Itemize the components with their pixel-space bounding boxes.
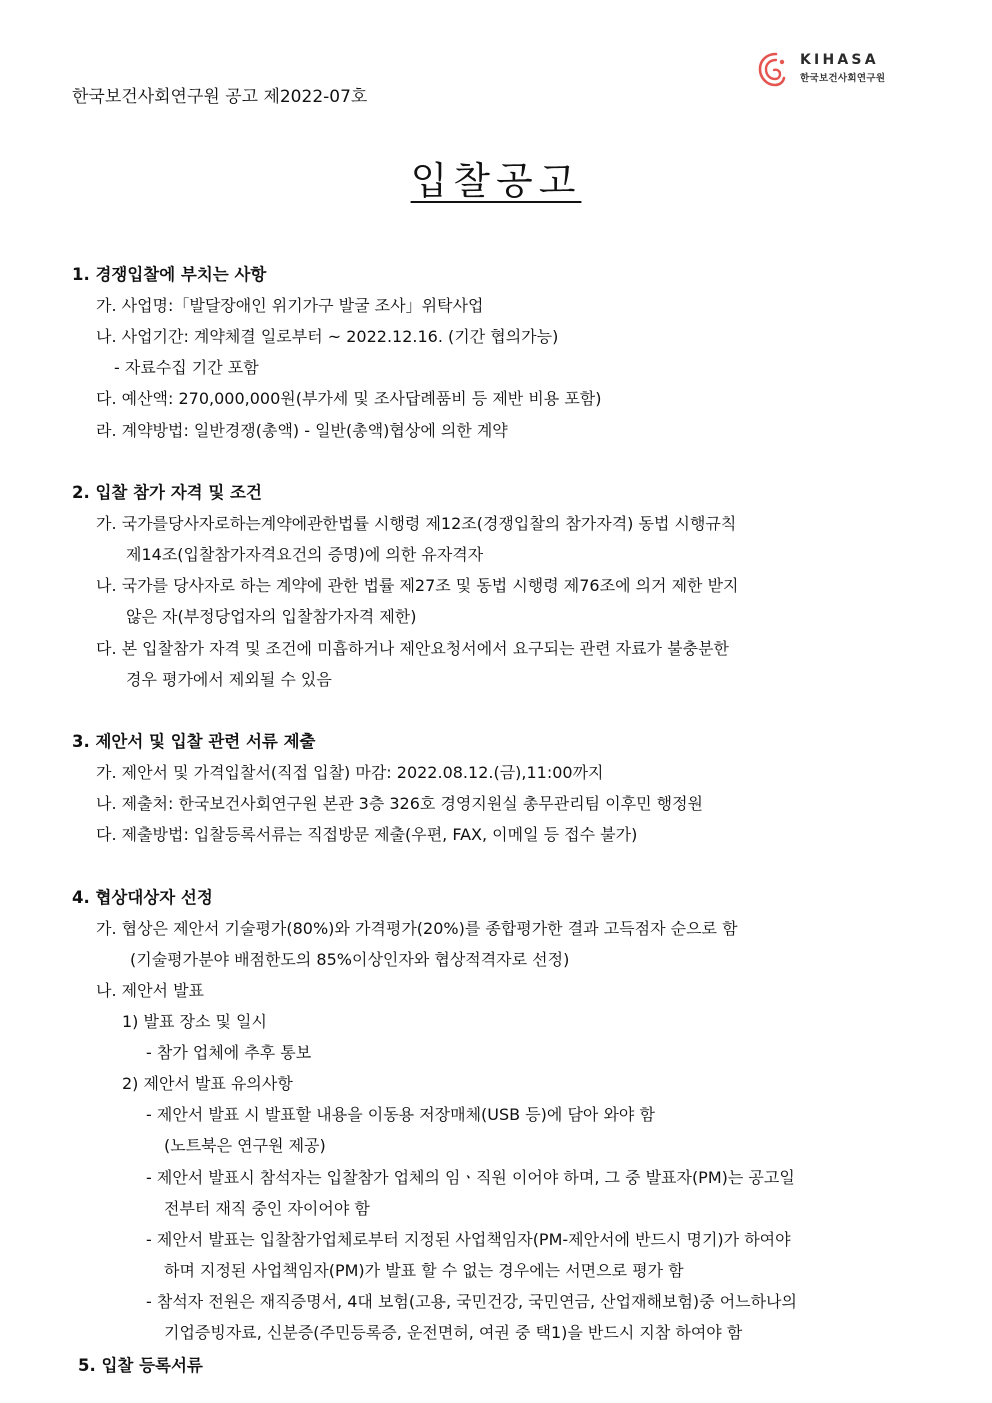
section-line: 가. 제안서 및 가격입찰서(직접 입찰) 마감: 2022.08.12.(금),11:00까지 [96, 763, 604, 782]
section-line: 제14조(입찰참가자격요건의 증명)에 의한 유자격자 [126, 545, 484, 564]
section-line: 다. 본 입찰참가 자격 및 조건에 미흡하거나 제안요청서에서 요구되는 관련 자료가 불충분한 [96, 639, 729, 658]
section-heading: 5. 입찰 등록서류 [78, 1356, 203, 1375]
section-line: 않은 자(부정당업자의 입찰참가자격 제한) [126, 607, 417, 626]
section-line: 나. 제출처: 한국보건사회연구원 본관 3층 326호 경영지원실 총무관리팀 이후민 행정원 [96, 794, 704, 813]
section-line: 나. 제안서 발표 [96, 981, 204, 1000]
section-line: - 자료수집 기간 포함 [114, 358, 259, 377]
section-line: 가. 국가를당사자로하는계약에관한법률 시행령 제12조(경쟁입찰의 참가자격) 동법 시행규칙 [96, 514, 737, 533]
section-heading: 2. 입찰 참가 자격 및 조건 [72, 483, 262, 502]
logo-text-en: KIHASA [800, 52, 879, 68]
section-line: 가. 사업명:「발달장애인 위기가구 발굴 조사」위탁사업 [96, 296, 484, 315]
section-line: - 제안서 발표는 입찰참가업체로부터 지정된 사업책임자(PM-제안서에 반드시 명기)가 하여야 [146, 1230, 791, 1249]
document-title: 입찰공고 [410, 159, 582, 203]
section-line: 전부터 재직 중인 자이어야 함 [164, 1199, 370, 1218]
section-line: - 제안서 발표 시 발표할 내용을 이동용 저장매체(USB 등)에 담아 와야 함 [146, 1105, 655, 1124]
section-line: - 제안서 발표시 참석자는 입찰참가 업체의 임ㆍ직원 이어야 하며, 그 중 발표자(PM)는 공고일 [146, 1168, 795, 1187]
section-line: 경우 평가에서 제외될 수 있음 [126, 670, 332, 689]
section-line: (노트북은 연구원 제공) [164, 1136, 326, 1155]
section-line: 라. 계약방법: 일반경쟁(총액) - 일반(총액)협상에 의한 계약 [96, 421, 508, 440]
section-line: - 참가 업체에 추후 통보 [146, 1043, 312, 1062]
section-line: 나. 사업기간: 계약체결 일로부터 ~ 2022.12.16. (기간 협의가능) [96, 327, 559, 346]
section-line: 다. 예산액: 270,000,000원(부가세 및 조사답례품비 등 제반 비용 포함) [96, 389, 602, 408]
logo-text-ko: 한국보건사회연구원 [800, 73, 886, 84]
section-line: 2) 제안서 발표 유의사항 [122, 1074, 293, 1093]
section-line: 다. 제출방법: 입찰등록서류는 직접방문 제출(우편, FAX, 이메일 등 접수 불가) [96, 825, 638, 844]
section-line: 1) 발표 장소 및 일시 [122, 1012, 267, 1031]
section-heading: 4. 협상대상자 선정 [72, 888, 213, 907]
kihasa-logo-icon [756, 50, 796, 90]
section-line: 가. 협상은 제안서 기술평가(80%)와 가격평가(20%)를 종합평가한 결과 고득점자 순으로 함 [96, 919, 738, 938]
section-line: (기술평가분야 배점한도의 85%이상인자와 협상적격자로 선정) [130, 950, 570, 969]
kihasa-logo [756, 50, 916, 90]
section-line: - 참석자 전원은 재직증명서, 4대 보험(고용, 국민건강, 국민연금, 산업재해보험)중 어느하나의 [146, 1292, 797, 1311]
section-line: 나. 국가를 당사자로 하는 계약에 관한 법률 제27조 및 동법 시행령 제76조에 의거 제한 받지 [96, 576, 739, 595]
notice-number: 한국보건사회연구원 공고 제2022-07호 [72, 87, 368, 107]
section-line: 하며 지정된 사업책임자(PM)가 발표 할 수 없는 경우에는 서면으로 평가 함 [164, 1261, 684, 1280]
section-heading: 3. 제안서 및 입찰 관련 서류 제출 [72, 732, 316, 751]
section-heading: 1. 경쟁입찰에 부치는 사항 [72, 265, 267, 284]
section-line: 기업증빙자료, 신분증(주민등록증, 운전면허, 여권 중 택1)을 반드시 지참 하여야 함 [164, 1323, 743, 1342]
